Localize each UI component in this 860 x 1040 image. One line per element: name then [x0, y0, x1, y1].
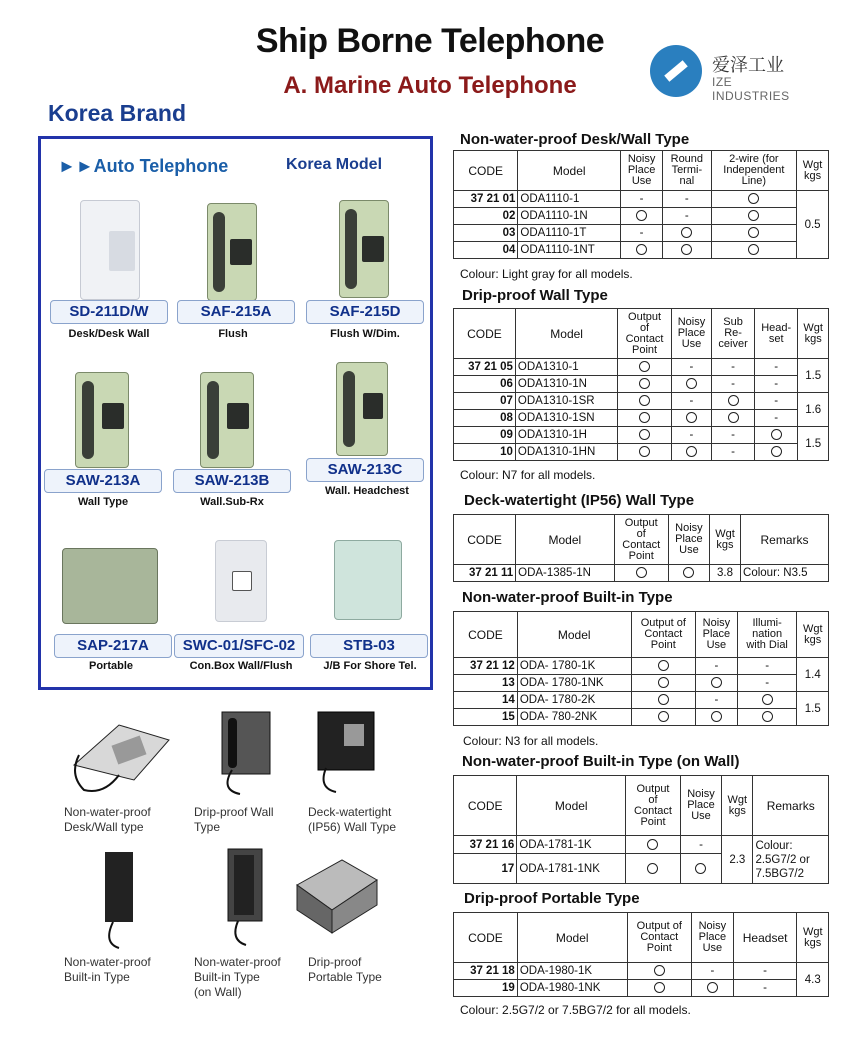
col-noisy: Noisy Place Use — [671, 309, 711, 359]
table-row: 02 ODA1110-1N - — [454, 208, 829, 225]
table3-title: Deck-watertight (IP56) Wall Type — [464, 492, 695, 509]
connection-box-image — [215, 540, 267, 622]
table4 — [453, 611, 829, 726]
table-row: 14 ODA- 1780-2K - 1.5 — [454, 692, 829, 709]
table-row: 37 21 01 ODA1110-1 - - 0.5 — [454, 191, 829, 208]
col-headset: Headset — [733, 913, 797, 963]
table-row: 06 ODA1310-1N - - — [454, 376, 829, 393]
col-weight: Wgt kgs — [798, 309, 829, 359]
drip-proof-phone-drawing — [210, 708, 280, 798]
table6-title: Drip-proof Portable Type — [464, 890, 640, 907]
product-caption-3: Flush W/Dim. — [330, 328, 400, 340]
gallery-caption-5: Non-water-proof Built-in Type (on Wall) — [194, 955, 281, 999]
portable-phone-case-image — [62, 548, 158, 624]
table1 — [453, 150, 829, 259]
table-row: 37 21 11 ODA-1385-1N 3.8 Colour: N3.5 — [454, 565, 829, 582]
col-noisy: Noisy Place Use — [621, 151, 663, 191]
product-label-5: SAW-213B — [173, 469, 291, 493]
col-output: Output of Contact Point — [631, 612, 695, 658]
col-code: CODE — [454, 151, 518, 191]
col-remarks: Remarks — [753, 776, 829, 836]
gallery-caption-3: Deck-watertight (IP56) Wall Type — [308, 805, 397, 834]
col-remarks: Remarks — [741, 515, 829, 565]
table6-colour-note: Colour: 2.5G7/2 or 7.5BG7/2 for all models. — [460, 1003, 691, 1017]
product-label-6: SAW-213C — [306, 458, 424, 482]
product-caption-5: Wall.Sub-Rx — [200, 496, 264, 508]
product-label-4: SAW-213A — [44, 469, 162, 493]
col-sub-receiver: Sub Re- ceiver — [712, 309, 755, 359]
product-caption-7: Portable — [88, 660, 133, 672]
logo-icon — [650, 45, 702, 97]
col-output: Output of Contact Point — [627, 913, 691, 963]
product-label-7: SAP-217A — [54, 634, 172, 658]
table-row: 08 ODA1310-1SN - — [454, 410, 829, 427]
page-title: Ship Borne Telephone — [255, 22, 605, 60]
table4-colour-note: Colour: N3 for all models. — [463, 734, 599, 748]
col-weight: Wgt kgs — [722, 776, 753, 836]
product-label-9: STB-03 — [310, 634, 428, 658]
product-label-8: SWC-01/SFC-02 — [174, 634, 304, 658]
col-noisy: Noisy Place Use — [680, 776, 721, 836]
col-model: Model — [518, 151, 621, 191]
table2-title: Drip-proof Wall Type — [462, 287, 608, 304]
desk-phone-image — [80, 200, 140, 300]
table-row: 19 ODA-1980-1NK - — [454, 980, 829, 997]
gallery-caption-2: Drip-proof Wall Type — [194, 805, 274, 834]
logo-text-cn: 爱泽工业 — [712, 55, 784, 76]
table-row: 07 ODA1310-1SR - - 1.6 — [454, 393, 829, 410]
product-caption-2: Flush — [218, 328, 248, 340]
page-subtitle: A. Marine Auto Telephone — [283, 72, 577, 99]
table6 — [453, 912, 829, 997]
product-caption-1: Desk/Desk Wall — [68, 328, 150, 340]
gallery-caption-4: Non-water-proof Built-in Type — [64, 955, 151, 984]
wall-phone-image — [75, 372, 129, 468]
table1-title: Non-water-proof Desk/Wall Type — [460, 131, 690, 148]
col-code: CODE — [454, 309, 516, 359]
col-noisy: Noisy Place Use — [696, 612, 738, 658]
product-label-3: SAF-215D — [306, 300, 424, 324]
logo-text-en: IZE INDUSTRIES — [712, 75, 790, 103]
table2-colour-note: Colour: N7 for all models. — [460, 468, 596, 482]
table-row: 04 ODA1110-1NT — [454, 242, 829, 259]
col-model: Model — [515, 309, 617, 359]
table2 — [453, 308, 829, 461]
col-noisy: Noisy Place Use — [668, 515, 709, 565]
table5 — [453, 775, 829, 884]
col-weight: Wgt kgs — [797, 612, 829, 658]
table3 — [453, 514, 829, 582]
wall-subrx-phone-image — [200, 372, 254, 468]
product-caption-6: Wall. Headchest — [325, 485, 409, 497]
col-model: Model — [517, 913, 627, 963]
product-caption-4: Wall Type — [77, 496, 129, 508]
wall-headchest-phone-image — [336, 362, 388, 456]
col-output: Output of Contact Point — [626, 776, 681, 836]
col-round-terminal: Round Termi- nal — [663, 151, 711, 191]
table-row: 37 21 05 ODA1310-1 - - - 1.5 — [454, 359, 829, 376]
col-output: Output of Contact Point — [618, 309, 671, 359]
col-weight: Wgt kgs — [709, 515, 740, 565]
desk-wall-phone-drawing — [64, 705, 174, 795]
col-code: CODE — [454, 913, 518, 963]
junction-box-image — [334, 540, 402, 620]
col-model: Model — [517, 612, 631, 658]
table-row: 13 ODA- 1780-1NK - — [454, 675, 829, 692]
col-2wire: 2-wire (for Independent Line) — [711, 151, 797, 191]
korea-model-heading: Korea Model — [286, 156, 383, 173]
deck-watertight-phone-drawing — [310, 708, 380, 798]
table5-title: Non-water-proof Built-in Type (on Wall) — [462, 753, 740, 770]
table-row: 03 ODA1110-1T - — [454, 225, 829, 242]
table4-title: Non-water-proof Built-in Type — [462, 589, 673, 606]
company-logo — [650, 45, 810, 103]
flush-phone-image — [207, 203, 257, 301]
table-row: 37 21 18 ODA-1980-1K - - 4.3 — [454, 963, 829, 980]
gallery-caption-6: Drip-proof Portable Type — [308, 955, 382, 984]
table-row: 37 21 12 ODA- 1780-1K - - 1.4 — [454, 658, 829, 675]
built-in-phone-drawing — [95, 848, 145, 953]
table-row: 10 ODA1310-1HN - — [454, 444, 829, 461]
product-label-1: SD-211D/W — [50, 300, 168, 324]
col-code: CODE — [454, 515, 516, 565]
col-weight: Wgt kgs — [797, 913, 829, 963]
brand-heading: Korea Brand — [48, 100, 187, 126]
col-noisy: Noisy Place Use — [692, 913, 734, 963]
col-model: Model — [516, 515, 614, 565]
col-code: CODE — [454, 612, 518, 658]
built-in-wall-phone-drawing — [220, 845, 270, 950]
flush-dim-phone-image — [339, 200, 389, 298]
table1-colour-note: Colour: Light gray for all models. — [460, 267, 633, 281]
col-headset: Head- set — [754, 309, 798, 359]
table-row: 09 ODA1310-1H - - 1.5 — [454, 427, 829, 444]
product-caption-8: Con.Box Wall/Flush — [189, 660, 293, 672]
table-row: 15 ODA- 780-2NK — [454, 709, 829, 726]
product-caption-9: J/B For Shore Tel. — [323, 660, 417, 672]
table-row: 37 21 16 ODA-1781-1K - 2.3 Colour: 2.5G7/2 or 7.5BG7/2 — [454, 836, 829, 854]
table-row: 17 ODA-1781-1NK — [454, 854, 829, 884]
gallery-caption-1: Non-water-proof Desk/Wall type — [64, 805, 151, 834]
col-code: CODE — [454, 776, 517, 836]
col-weight: Wgt kgs — [797, 151, 829, 191]
col-illumination: Illumi- nation with Dial — [737, 612, 797, 658]
portable-phone-drawing — [292, 855, 382, 935]
auto-telephone-heading: ►►Auto Telephone — [58, 156, 229, 176]
col-model: Model — [517, 776, 626, 836]
product-label-2: SAF-215A — [177, 300, 295, 324]
col-output: Output of Contact Point — [614, 515, 668, 565]
